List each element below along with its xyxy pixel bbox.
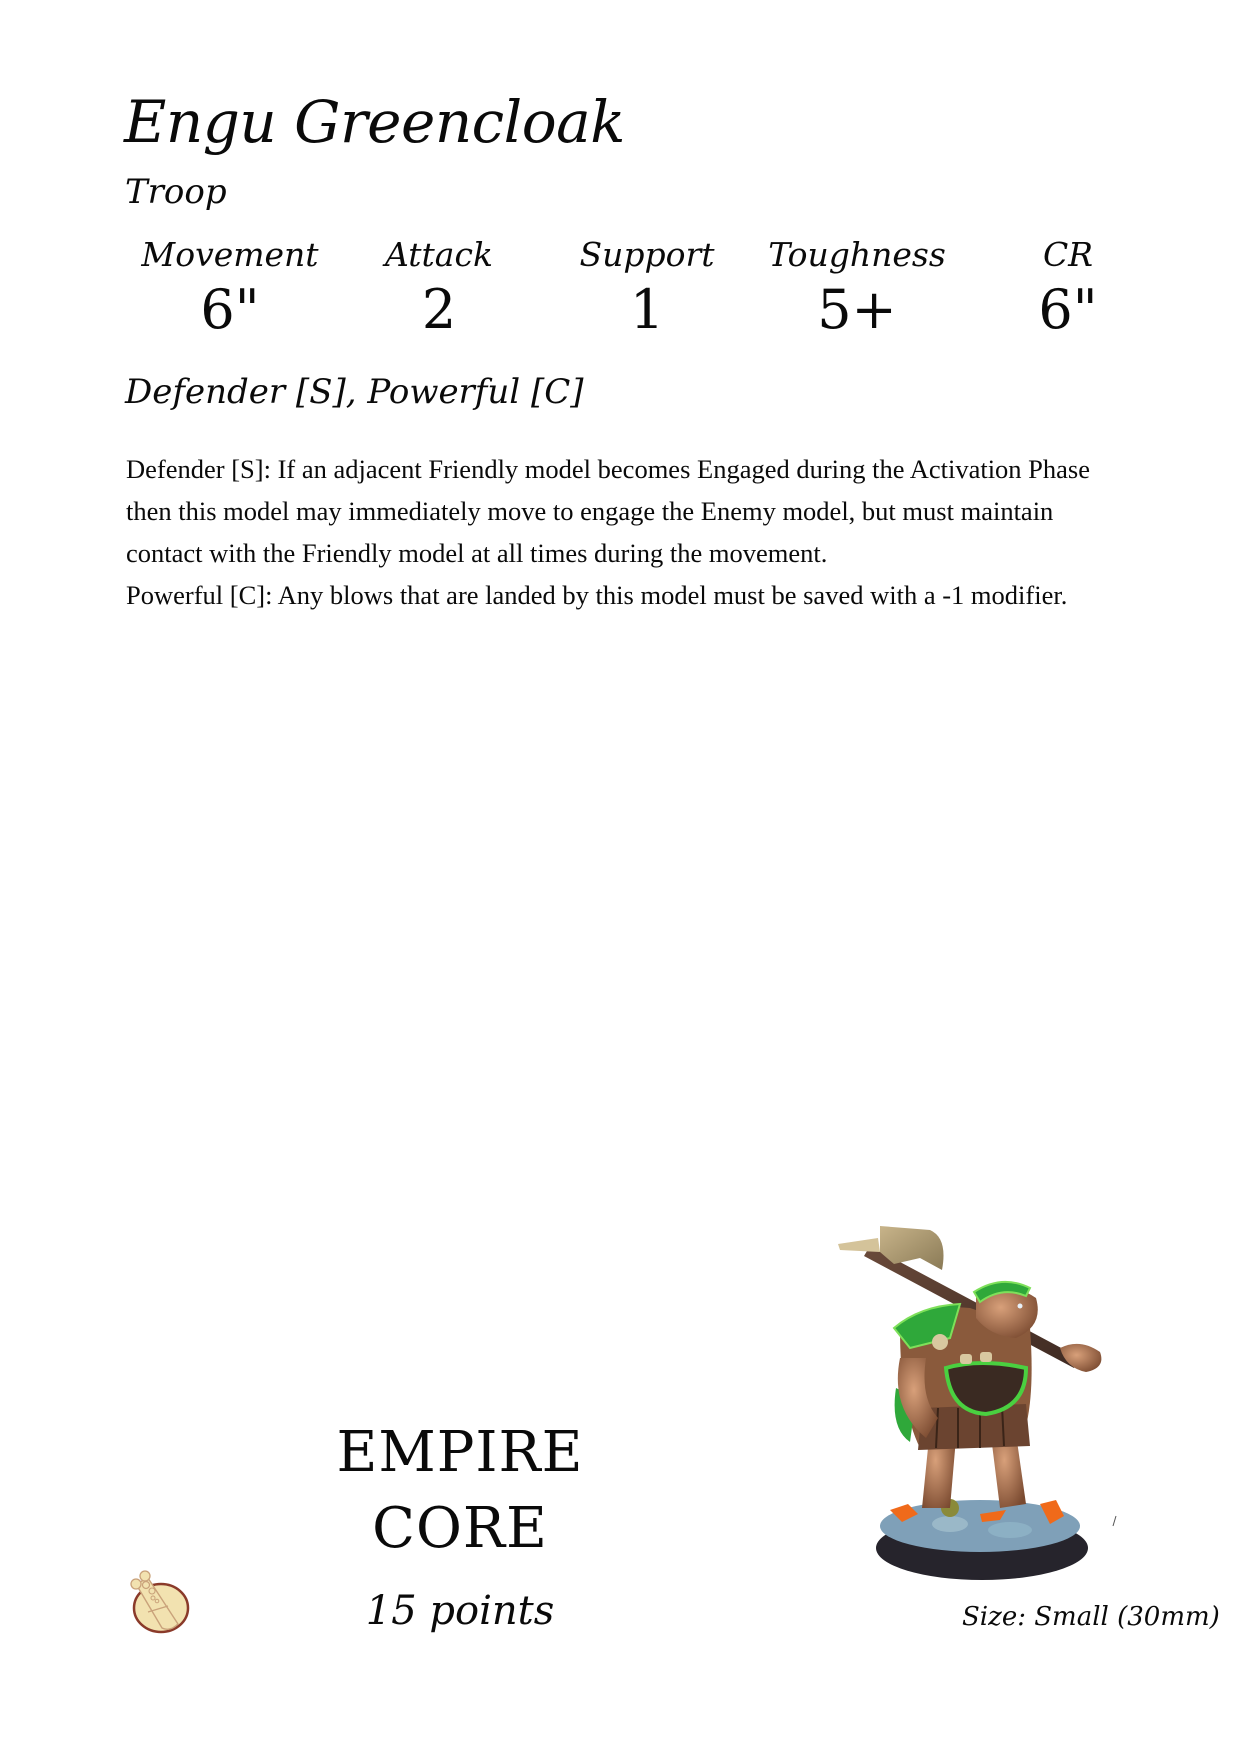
- miniature-figure-image: [830, 1208, 1130, 1588]
- stat-support: [547, 234, 747, 340]
- faction-name: EMPIRE: [336, 1420, 584, 1485]
- stat-value: 6": [200, 278, 260, 341]
- card-type: Troop: [125, 172, 227, 212]
- card-title: Engu Greencloak: [124, 88, 625, 156]
- stat-label: Support: [579, 235, 715, 274]
- scroll-badge-icon: [126, 1568, 192, 1634]
- rule-defender: Defender [S]: If an adjacent Friendly model becomes Engaged during the Activation Phase then this model may immediately move to engage the Enemy model, but must maintain contact with the Friendly model at all times during the movement.: [126, 454, 1091, 568]
- stat-cr: [968, 234, 1168, 340]
- stat-value: 5+: [817, 278, 897, 341]
- rule-powerful: Powerful [C]: Any blows that are landed by this model must be saved with a -1 modifier.: [126, 580, 1068, 610]
- stat-label: Movement: [141, 235, 319, 274]
- abilities-line: Defender [S], Powerful [C]: [125, 372, 584, 412]
- rules-text: [126, 448, 1136, 616]
- stat-label: CR: [1042, 235, 1094, 274]
- stat-label: Attack: [385, 235, 493, 274]
- stat-value: 2: [421, 278, 457, 341]
- stat-label: Toughness: [768, 235, 946, 274]
- stat-attack: [339, 234, 539, 340]
- faction-category: CORE: [372, 1496, 548, 1561]
- stat-value: 1: [629, 278, 665, 341]
- stat-toughness: [757, 234, 957, 340]
- stat-movement: [130, 234, 330, 340]
- size-label: Size: Small (30mm): [962, 1602, 1220, 1632]
- stat-value: 6": [1038, 278, 1098, 341]
- points-cost: 15 points: [365, 1588, 555, 1634]
